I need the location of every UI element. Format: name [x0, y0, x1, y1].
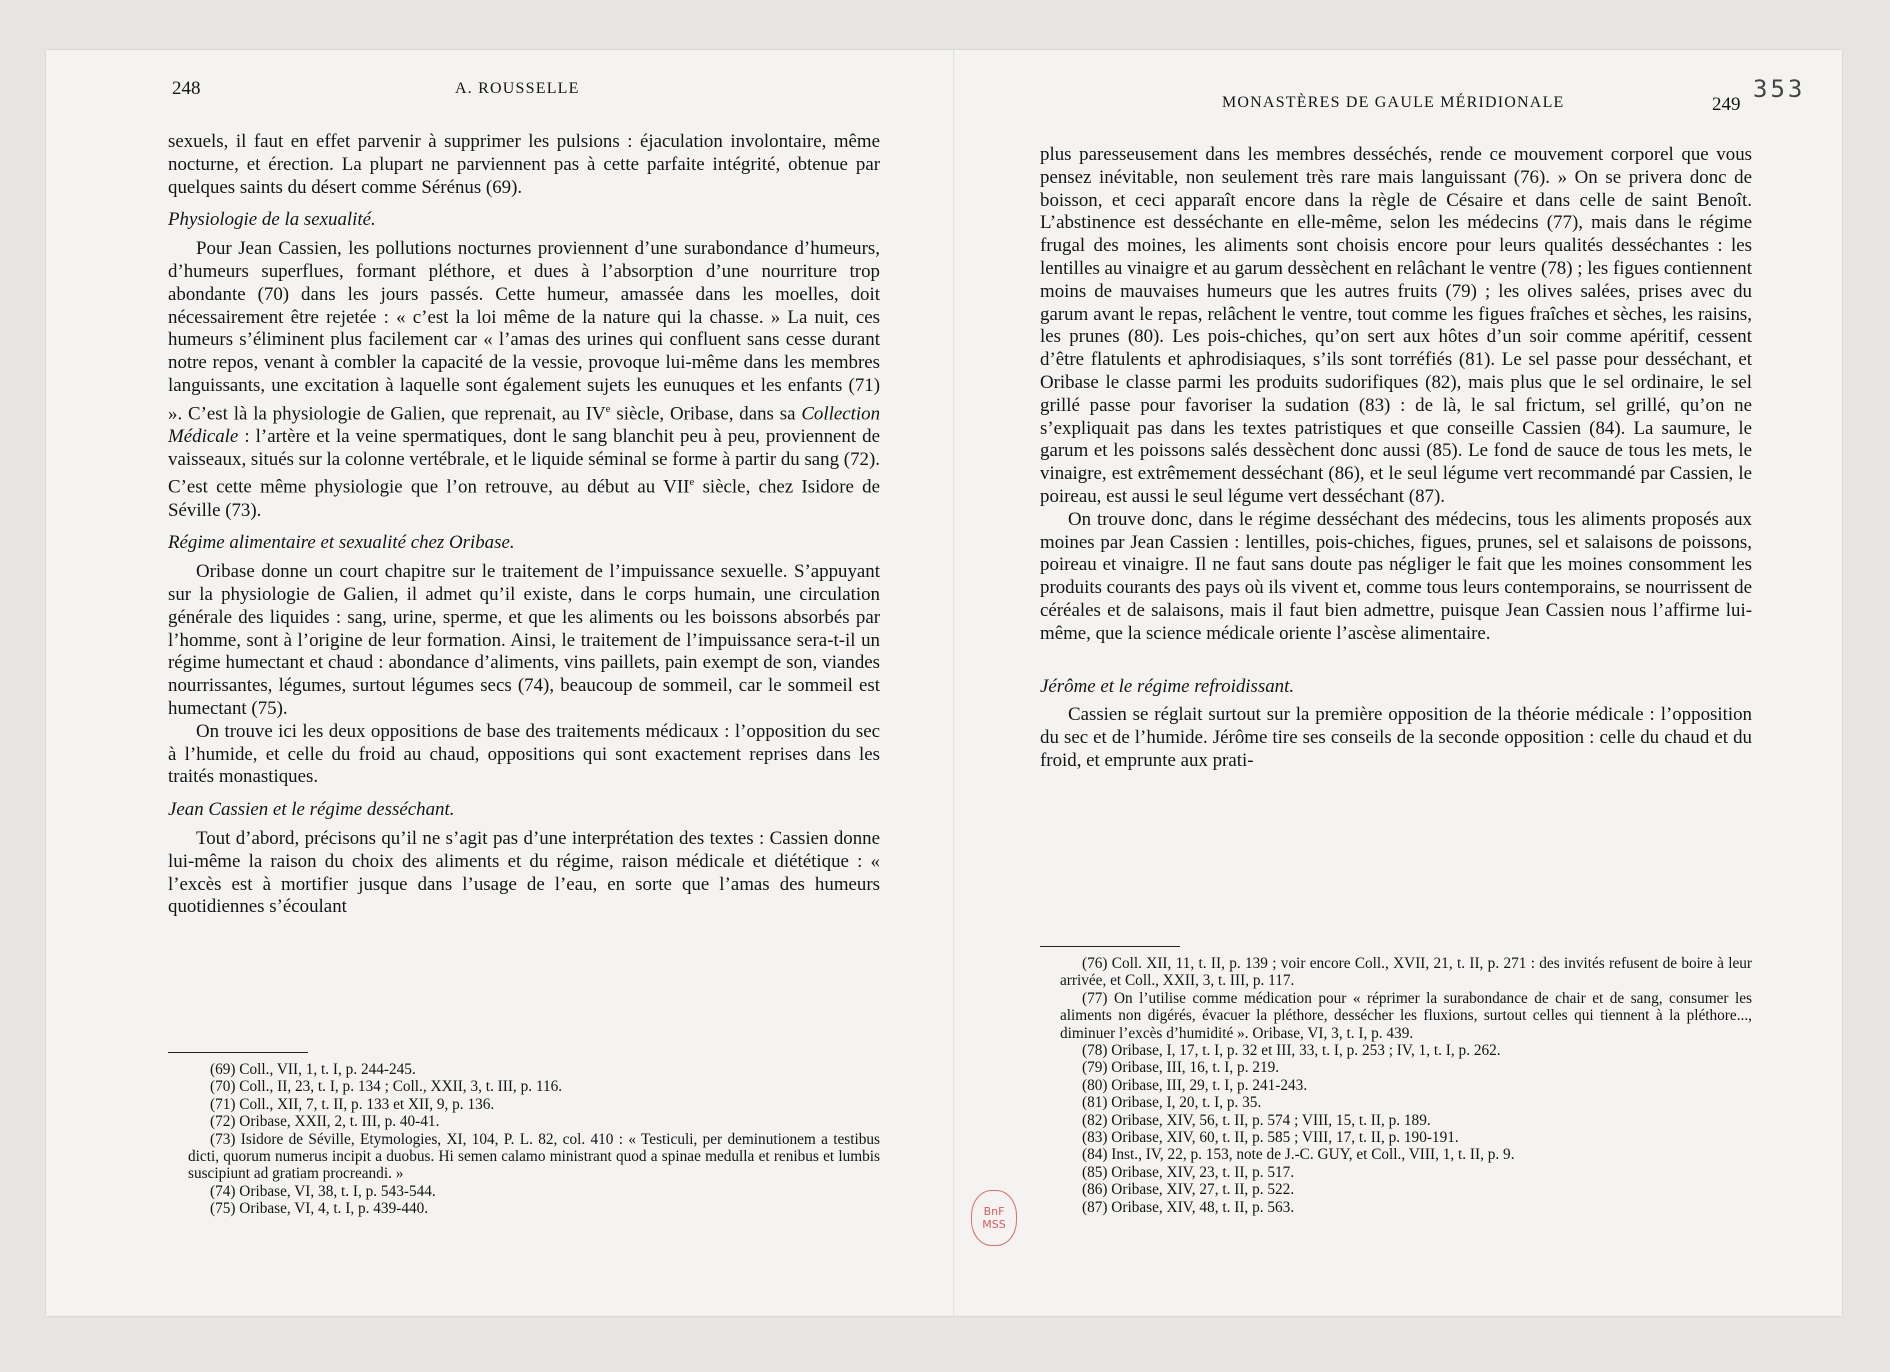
section-heading: Jérôme et le régime refroidissant. — [1040, 675, 1295, 697]
section-heading: Régime alimentaire et sexualité chez Oribase. — [168, 532, 515, 554]
footnote: (86) Oribase, XIV, 27, t. II, p. 522. — [1082, 1181, 1295, 1199]
library-stamp — [971, 1190, 1017, 1246]
footnote: (82) Oribase, XIV, 56, t. II, p. 574 ; VIII, 15, t. II, p. 189. — [1082, 1111, 1431, 1129]
footnote-rule — [1040, 946, 1180, 947]
footnote: (77) On l’utilise comme médication pour « réprimer la surabondance de chair et de sang, consumer les aliments non digérés, évacuer la pléthore, dessécher les fluxions, surtout celles qui tiennent à la pléthore..., diminuer l’excès d’humidité ». Oribase, VI, 3, t. I, p. 439. — [1060, 989, 1752, 1042]
footnote: (79) Oribase, III, 16, t. I, p. 219. — [1082, 1059, 1280, 1077]
paragraph: On trouve ici les deux oppositions de base des traitements médicaux : l’opposition du sec à l’humide, et celle du froid au chaud, oppositions qui sont exactement reprises dans les traités monastiques. — [168, 720, 880, 788]
footnote: (76) Coll. XII, 11, t. II, p. 139 ; voir encore Coll., XVII, 21, t. II, p. 271 : des invités refusent de boire à leur arrivée, et Coll., XXII, 3, t. III, p. 117. — [1060, 955, 1752, 990]
section-heading: Physiologie de la sexualité. — [168, 209, 376, 231]
footnote: (85) Oribase, XIV, 23, t. II, p. 517. — [1082, 1163, 1295, 1181]
footnote: (83) Oribase, XIV, 60, t. II, p. 585 ; VIII, 17, t. II, p. 190-191. — [1082, 1129, 1459, 1147]
paragraph: Oribase donne un court chapitre sur le traitement de l’impuissance sexuelle. S’appuyant sur la physiologie de Galien, il admet qu’il existe, dans le corps humain, une circulation générale des liquides : sang, urine, sperme, et que les aliments ou les boissons absorbés par l’homme, sont à l’origine de leur formation. Ainsi, le traitement de l’impuissance sera-t-il un régime humectant et chaud : abondance d’aliments, vins paillets, pain exempt de son, viandes nourrissantes, légumes, surtout légumes secs (74), beaucoup de sommeil, car le sommeil est humectant (75). — [168, 561, 880, 719]
footnote: (72) Oribase, XXII, 2, t. III, p. 40-41. — [210, 1113, 440, 1131]
stamp-line: MSS — [982, 1218, 1006, 1231]
footnote: (80) Oribase, III, 29, t. I, p. 241-243. — [1082, 1076, 1308, 1094]
left-page-body — [168, 131, 880, 919]
left-page-number: 248 — [172, 78, 201, 99]
footnote: (70) Coll., II, 23, t. I, p. 134 ; Coll., XXII, 3, t. III, p. 116. — [210, 1078, 563, 1096]
footnote: (73) Isidore de Séville, Etymologies, XI, 104, P. L. 82, col. 410 : « Testiculi, per deminutionem a testibus dicti, quorum numerus incipit a duobus. Hi semen calamo ministrant quod a spinae medulla et renibus et lumbis suscipiunt ad gratiam procreandi. » — [188, 1130, 880, 1183]
right-running-head: MONASTÈRES DE GAULE MÉRIDIONALE — [1222, 94, 1565, 111]
paragraph: Cassien se réglait surtout sur la première opposition de la théorie médicale : l’opposition du sec et de l’humide. Jérôme tire ses conseils de la seconde opposition : celle du chaud et du froid, et emprunte aux prati- — [1040, 704, 1752, 771]
section-heading: Jean Cassien et le régime desséchant. — [168, 799, 455, 821]
folio-number: 353 — [1753, 75, 1806, 103]
left-running-head: A. ROUSSELLE — [455, 80, 580, 97]
right-page-body — [1040, 144, 1752, 773]
paragraph: On trouve donc, dans le régime desséchant des médecins, tous les aliments proposés aux moines par Jean Cassien : lentilles, pois-chiches, figues, prunes, sel et salaisons de poissons, poireau et vinaigre. Il ne faut sans doute pas négliger le fait que les moines consomment les produits courants des pays où ils vivent et, comme tous leurs contemporains, se nourrissent de céréales et de salaisons, mais il faut bien admettre, puisque Jean Cassien nous l’affirme lui-même, que la science médicale oriente l’ascèse alimentaire. — [1040, 508, 1752, 644]
left-footnotes — [168, 1052, 880, 1218]
footnote: (71) Coll., XII, 7, t. II, p. 133 et XII, 9, p. 136. — [210, 1095, 495, 1113]
footnote: (69) Coll., VII, 1, t. I, p. 244-245. — [210, 1061, 416, 1078]
footnote: (81) Oribase, I, 20, t. I, p. 35. — [1082, 1094, 1262, 1112]
footnote: (78) Oribase, I, 17, t. I, p. 32 et III, 33, t. I, p. 253 ; IV, 1, t. I, p. 262. — [1082, 1042, 1501, 1060]
footnote: (75) Oribase, VI, 4, t. I, p. 439-440. — [210, 1200, 429, 1218]
page-gutter — [953, 50, 955, 1316]
footnote-rule — [168, 1052, 308, 1053]
paragraph: plus paresseusement dans les membres desséchés, rende ce mouvement corporel que vous pensez inévitable, non seulement très rare mais languissant (76). » On se privera donc de boisson, et ceci apparaît encore dans la règle de Césaire et dans celle de saint Benoît. L’abstinence est desséchante en elle-même, selon les médecins (77), mais dans le régime frugal des moines, les aliments sont choisis encore pour leurs qualités desséchantes : les lentilles au vinaigre et au garum dessèchent en relâchant le ventre (78) ; les figues contiennent moins de mauvaises humeurs que les autres fruits (79) ; les olives salées, prises avec du garum avant le repas, relâchent le ventre, tout comme les figues fraîches et sèches, les raisins, les prunes (80). Les pois-chiches, qu’on sert aux hôtes d’un soir comme apéritif, cessent d’être flatulents et aphrodisiaques, s’ils sont torréfiés (81). Le sel passe pour desséchant, et Oribase le classe parmi les produits sudorifiques (82), mais plus que le sel ordinaire, le sel grillé passe pour favoriser la sudation (83) : de là, le sal frictum, sel grillé, qu’on ne s’expliquait pas dans les textes patristiques et que conseille Cassien (84). La saumure, le garum et les poissons salés dessèchent donc aussi (85). Le fond de sauce de tous les mets, le vinaigre, est extrêmement desséchant (86), et le seul légume vert recommandé par Cassien, le poireau, est aussi le seul légume vert desséchant (87). — [1040, 144, 1752, 507]
stamp-line: BnF — [983, 1205, 1005, 1218]
paragraph: Tout d’abord, précisons qu’il ne s’agit pas d’une interprétation des textes : Cassien donne lui-même la raison du choix des aliments et du régime, raison médicale et diététique : « l’excès est à mortifier jusque dans l’usage de l’eau, en sorte que l’amas des humeurs quotidiennes s’écoulant — [168, 827, 880, 918]
footnote: (74) Oribase, VI, 38, t. I, p. 543-544. — [210, 1182, 436, 1200]
right-footnotes — [1040, 946, 1752, 1216]
paragraph: sexuels, il faut en effet parvenir à supprimer les pulsions : éjaculation involontaire, même nocturne, et érection. La plupart ne parviennent pas à cette parfaite intégrité, obtenue par quelques saints du désert comme Sérénus (69). — [168, 131, 880, 198]
footnote: (87) Oribase, XIV, 48, t. II, p. 563. — [1082, 1198, 1295, 1216]
right-page-number: 249 — [1712, 94, 1741, 115]
paragraph: Pour Jean Cassien, les pollutions nocturnes proviennent d’une surabondance d’humeurs, d’humeurs superflues, formant pléthore, et dues à l’absorption d’une nourriture trop abondante (70) dans les jours passés. Cette humeur, amassée dans les moelles, doit nécessairement être rejetée : « c’est la loi même de la nature qui la chasse. » La nuit, ces humeurs s’éliminent plus facilement car « l’amas des urines qui confluent sans cesse durant notre repos, venant à combler la capacité de la vessie, provoque lui-même dans les membres languissants, une excitation à laquelle sont également sujets les eunuques et les enfants (71) ». C’est là la physiologie de Galien, que reprenait, au IVe siècle, Oribase, dans sa Collection Médicale : l’artère et la veine spermatiques, dont le sang blanchit peu à peu, proviennent de vaisseaux, situés sur la colonne vertébrale, et le liquide séminal se forme à partir du sang (72). C’est cette même physiologie que l’on retrouve, au début au VIIe siècle, chez Isidore de Séville (73). — [168, 238, 881, 521]
footnote: (84) Inst., IV, 22, p. 153, note de J.-C. GUY, et Coll., VIII, 1, t. II, p. 9. — [1082, 1146, 1515, 1164]
